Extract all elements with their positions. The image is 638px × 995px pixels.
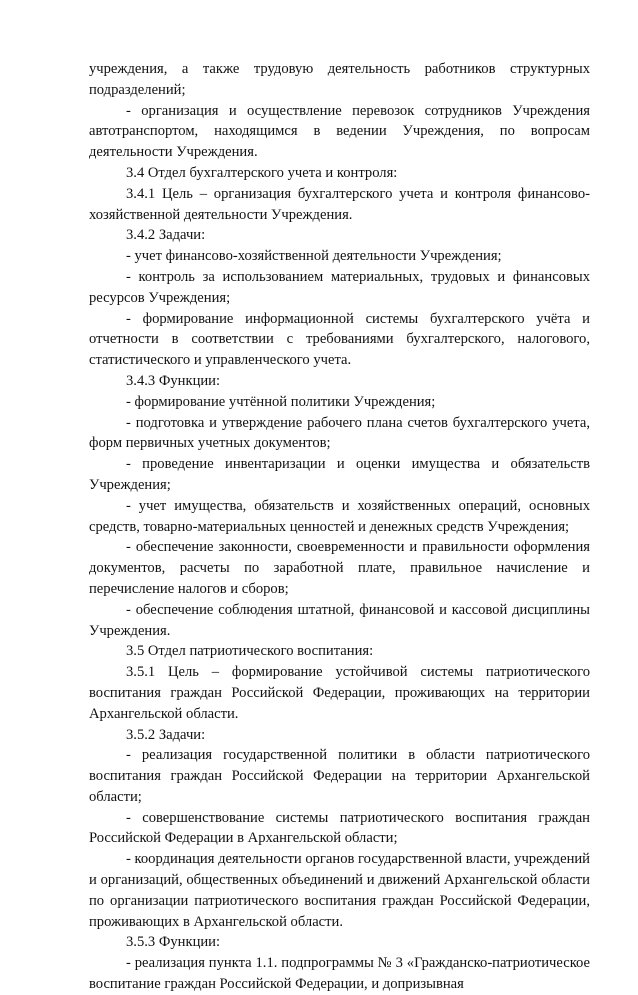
list-item: - учет имущества, обязательств и хозяйственных операций, основных средств, товарно-материальных ценностей и денежных средств Учреждения;: [89, 497, 590, 535]
list-item: - обеспечение соблюдения штатной, финансовой и кассовой дисциплины Учреждения.: [89, 601, 590, 639]
list-item: - обеспечение законности, своевременности и правильности оформления документов, расчеты по заработной плате, правильное начисление и перечисление налогов и сборов;: [89, 539, 590, 597]
list-item: - контроль за использованием материальных, трудовых и финансовых ресурсов Учреждения;: [89, 268, 590, 306]
list-item: - проведение инвентаризации и оценки имущества и обязательств Учреждения;: [89, 456, 590, 493]
subsection-heading: 3.5.2 Задачи:: [126, 726, 206, 743]
list-item: - реализация пункта 1.1. подпрограммы № 3 «Гражданско-патриотическое воспитание граждан Российской Федерации, и допризывная: [89, 955, 590, 993]
paragraph: 3.4.1 Цель – организация бухгалтерского учета и контроля финансово-хозяйственной деятельности Учреждения.: [89, 185, 590, 223]
section-heading: 3.4 Отдел бухгалтерского учета и контроля:: [126, 164, 398, 181]
list-item: - формирование учтённой политики Учреждения;: [126, 393, 436, 410]
section-heading: 3.5 Отдел патриотического воспитания:: [126, 643, 374, 660]
document-page: [89, 59, 590, 995]
subsection-heading: 3.5.3 Функции:: [126, 934, 221, 951]
list-item: - формирование информационной системы бухгалтерского учёта и отчетности в соответствии с требованиями бухгалтерского, налогового, статистического и управленческого учета.: [89, 310, 590, 369]
subsection-heading: 3.4.2 Задачи:: [126, 227, 206, 244]
list-item: - совершенствование системы патриотического воспитания граждан Российской Федерации в Архангельской области;: [89, 809, 590, 847]
list-item: - координация деятельности органов государственной власти, учреждений и организаций, общественных объединений и движений Архангельской области по организации патриотического воспитания граждан Российской Федерации, проживающих в Архангельской области.: [89, 851, 590, 930]
subsection-heading: 3.4.3 Функции:: [126, 372, 221, 389]
list-item: - организация и осуществление перевозок сотрудников Учреждения автотранспортом, находящимся в ведении Учреждения, по вопросам деятельности Учреждения.: [89, 102, 590, 161]
list-item: - подготовка и утверждение рабочего плана счетов бухгалтерского учета, форм первичных учетных документов;: [89, 414, 590, 452]
paragraph: учреждения, а также трудовую деятельность работников структурных подразделений;: [89, 61, 590, 98]
list-item: - реализация государственной политики в области патриотического воспитания граждан Российской Федерации на территории Архангельской области;: [89, 747, 590, 805]
paragraph: 3.5.1 Цель – формирование устойчивой системы патриотического воспитания граждан Российской Федерации, проживающих на территории Архангельской области.: [89, 664, 590, 722]
list-item: - учет финансово-хозяйственной деятельности Учреждения;: [126, 248, 502, 265]
